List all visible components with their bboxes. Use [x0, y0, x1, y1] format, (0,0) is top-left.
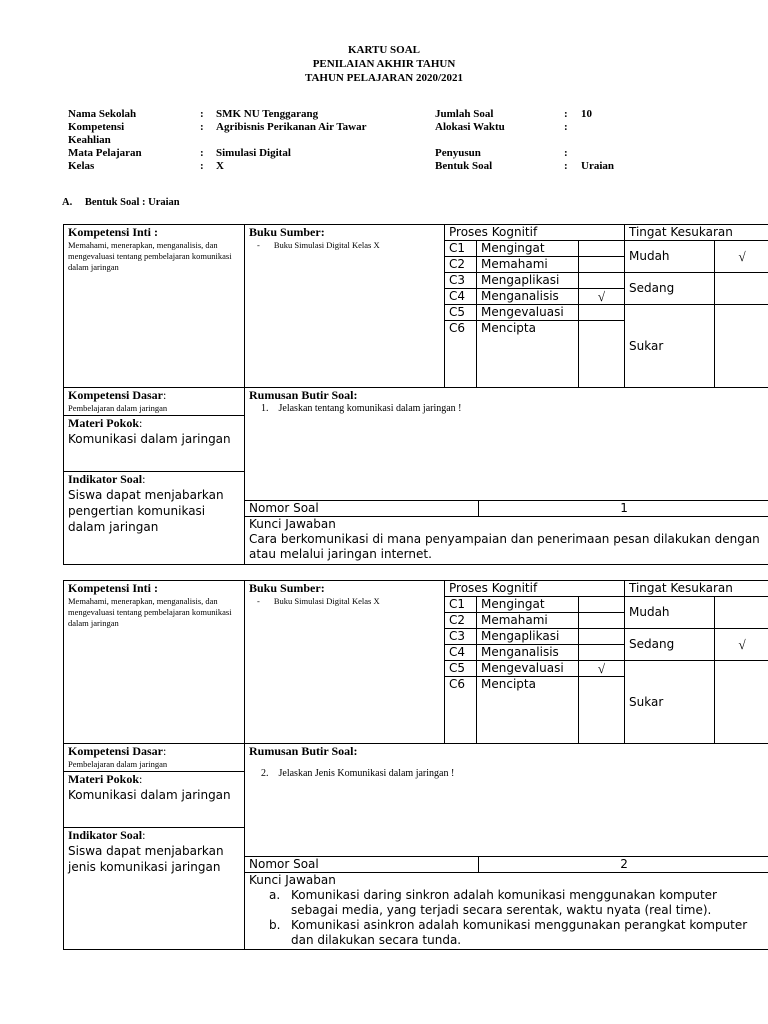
cog-name: Mencipta: [477, 321, 579, 388]
kunci-label: Kunci Jawaban: [249, 517, 336, 531]
rumusan-label: Rumusan Butir Soal:: [249, 744, 358, 758]
ki-label: Kompetensi Inti :: [68, 581, 158, 595]
buku-item: Buku Simulasi Digital Kelas X: [273, 596, 380, 606]
buku-label: Buku Sumber:: [249, 581, 325, 595]
difficulty-check-sukar: [715, 661, 768, 744]
check-mark: √: [579, 661, 625, 677]
nomor-label: Nomor Soal: [245, 501, 479, 517]
cog-name: Mengaplikasi: [477, 629, 579, 645]
kd-cell: [64, 388, 245, 416]
colon: :: [200, 147, 204, 159]
cog-check-c1: [579, 597, 625, 613]
ki-text: Memahami, menerapkan, menganalisis, dan mengevaluasi tentang pembelajaran komunikasi dalam jaringan: [68, 240, 232, 272]
dash: -: [257, 596, 260, 606]
kd-cell: [64, 744, 245, 772]
rumusan-cell: [245, 744, 768, 857]
doc-subtitle: PENILAIAN AKHIR TAHUN: [312, 58, 456, 70]
tingkat-header: Tingat Kesukaran: [625, 225, 768, 241]
difficulty-mudah: Mudah: [625, 241, 715, 273]
cog-code: C1: [445, 597, 477, 613]
colon: :: [139, 416, 143, 430]
proses-header: Proses Kognitif: [445, 225, 625, 241]
colon: :: [139, 772, 143, 786]
label-keahlian: Keahlian: [68, 134, 111, 146]
kd-label: Kompetensi Dasar: [68, 388, 163, 402]
colon: :: [564, 121, 568, 133]
doc-year: TAHUN PELAJARAN 2020/2021: [304, 72, 464, 84]
answer-mark: a.: [269, 888, 281, 902]
difficulty-sukar: Sukar: [625, 661, 715, 744]
dash: -: [257, 240, 260, 250]
cog-name: Mengingat: [477, 597, 579, 613]
indikator-text: Siswa dapat menjabarkan jenis komunikasi jaringan: [68, 844, 224, 874]
nomor-value: 2: [479, 857, 768, 873]
doc-title: KARTU SOAL: [347, 44, 421, 56]
colon: :: [142, 472, 146, 486]
buku-cell: [245, 581, 445, 744]
proses-header: Proses Kognitif: [445, 581, 625, 597]
value-kelas: X: [216, 160, 224, 172]
cog-code: C4: [445, 289, 477, 305]
difficulty-check-mudah: [715, 597, 768, 629]
cog-check-c3: [579, 629, 625, 645]
ki-cell: [64, 581, 245, 744]
answer-a: Komunikasi daring sinkron adalah komunikasi menggunakan komputer sebagai media, yang terjadi secara serentak, waktu nyata (real time).: [291, 888, 717, 917]
label-bentuk-soal: Bentuk Soal: [435, 160, 493, 172]
kunci-cell: [245, 873, 768, 950]
materi-cell: [64, 772, 245, 828]
cog-check-c5: [579, 305, 625, 321]
question-number: 2.: [261, 768, 269, 779]
buku-label: Buku Sumber:: [249, 225, 325, 239]
difficulty-check-sukar: [715, 305, 768, 388]
cog-code: C3: [445, 273, 477, 289]
answer-b: Komunikasi asinkron adalah komunikasi menggunakan perangkat komputer dan dilakukan secara tunda.: [291, 918, 748, 947]
colon: :: [200, 108, 204, 120]
value-bentuk-soal: Uraian: [581, 160, 614, 172]
check-mark: √: [715, 629, 768, 661]
difficulty-sukar: Sukar: [625, 305, 715, 388]
cog-name: Menganalisis: [477, 645, 579, 661]
difficulty-sedang: Sedang: [625, 629, 715, 661]
indikator-label: Indikator Soal: [68, 828, 143, 842]
cog-code: C6: [445, 677, 477, 744]
kunci-label: Kunci Jawaban: [249, 873, 336, 887]
value-kompetensi: Agribisnis Perikanan Air Tawar: [216, 121, 367, 133]
cog-check-c4: [579, 645, 625, 661]
ki-label: Kompetensi Inti :: [68, 225, 158, 239]
cog-name: Memahami: [477, 257, 579, 273]
indikator-text: Siswa dapat menjabarkan pengertian komunikasi dalam jaringan: [68, 488, 224, 534]
colon: :: [564, 147, 568, 159]
colon: :: [163, 744, 167, 758]
colon: :: [200, 121, 204, 133]
indikator-cell: [64, 828, 245, 950]
kunci-answer: Cara berkomunikasi di mana penyampaian dan penerimaan pesan dilakukan dengan atau melalui jaringan internet.: [249, 532, 760, 561]
value-nama-sekolah: SMK NU Tenggarang: [216, 108, 319, 120]
ki-text: Memahami, menerapkan, menganalisis, dan mengevaluasi tentang pembelajaran komunikasi dalam jaringan: [68, 596, 232, 628]
question-card-1: [63, 224, 768, 565]
cog-name: Menganalisis: [477, 289, 579, 305]
answer-mark: b.: [269, 918, 281, 932]
cog-code: C2: [445, 613, 477, 629]
colon: :: [564, 108, 568, 120]
materi-text: Komunikasi dalam jaringan: [68, 788, 231, 802]
cog-code: C2: [445, 257, 477, 273]
colon: :: [163, 388, 167, 402]
colon: :: [200, 160, 204, 172]
cog-code: C1: [445, 241, 477, 257]
indikator-cell: [64, 472, 245, 565]
difficulty-mudah: Mudah: [625, 597, 715, 629]
label-penyusun: Penyusun: [435, 147, 481, 159]
materi-cell: [64, 416, 245, 472]
materi-label: Materi Pokok: [68, 416, 139, 430]
difficulty-check-sedang: [715, 273, 768, 305]
cog-check-c6: [579, 321, 625, 388]
cog-check-c1: [579, 241, 625, 257]
label-nama-sekolah: Nama Sekolah: [68, 108, 137, 120]
question-card-2: [63, 580, 768, 950]
nomor-label: Nomor Soal: [245, 857, 479, 873]
label-kompetensi: Kompetensi: [68, 121, 125, 133]
cog-check-c2: [579, 257, 625, 273]
tingkat-header: Tingat Kesukaran: [625, 581, 768, 597]
value-jumlah-soal: 10: [581, 108, 592, 120]
cog-check-c2: [579, 613, 625, 629]
cog-code: C5: [445, 305, 477, 321]
rumusan-label: Rumusan Butir Soal:: [249, 388, 358, 402]
cog-code: C5: [445, 661, 477, 677]
label-kelas: Kelas: [68, 160, 95, 172]
label-mata-pelajaran: Mata Pelajaran: [68, 147, 142, 159]
difficulty-sedang: Sedang: [625, 273, 715, 305]
materi-text: Komunikasi dalam jaringan: [68, 432, 231, 446]
nomor-value: 1: [479, 501, 768, 517]
buku-item: Buku Simulasi Digital Kelas X: [273, 240, 380, 250]
question-text: Jelaskan Jenis Komunikasi dalam jaringan !: [278, 768, 455, 779]
label-jumlah-soal: Jumlah Soal: [435, 108, 494, 120]
question-number: 1.: [261, 403, 269, 414]
cog-code: C4: [445, 645, 477, 661]
question-text: Jelaskan tentang komunikasi dalam jaringan !: [278, 403, 462, 414]
cog-name: Mencipta: [477, 677, 579, 744]
kd-text: Pembelajaran dalam jaringan: [68, 759, 168, 769]
indikator-label: Indikator Soal: [68, 472, 143, 486]
info-block: [68, 108, 708, 173]
cog-name: Mengevaluasi: [477, 305, 579, 321]
section-heading: [62, 197, 180, 208]
cog-name: Mengaplikasi: [477, 273, 579, 289]
materi-label: Materi Pokok: [68, 772, 139, 786]
colon: :: [564, 160, 568, 172]
section-title: Bentuk Soal : Uraian: [84, 197, 180, 208]
buku-cell: [245, 225, 445, 388]
rumusan-cell: [245, 388, 768, 501]
cog-name: Mengingat: [477, 241, 579, 257]
check-mark: √: [715, 241, 768, 273]
cog-name: Memahami: [477, 613, 579, 629]
cog-check-c6: [579, 677, 625, 744]
colon: :: [142, 828, 146, 842]
cog-check-c3: [579, 273, 625, 289]
cog-code: C6: [445, 321, 477, 388]
cog-code: C3: [445, 629, 477, 645]
kd-text: Pembelajaran dalam jaringan: [68, 403, 168, 413]
kd-label: Kompetensi Dasar: [68, 744, 163, 758]
check-mark: √: [579, 289, 625, 305]
kunci-cell: [245, 517, 768, 565]
value-mata-pelajaran: Simulasi Digital: [216, 147, 291, 159]
ki-cell: [64, 225, 245, 388]
cog-name: Mengevaluasi: [477, 661, 579, 677]
section-label: A.: [62, 197, 73, 208]
label-alokasi-waktu: Alokasi Waktu: [435, 121, 505, 133]
